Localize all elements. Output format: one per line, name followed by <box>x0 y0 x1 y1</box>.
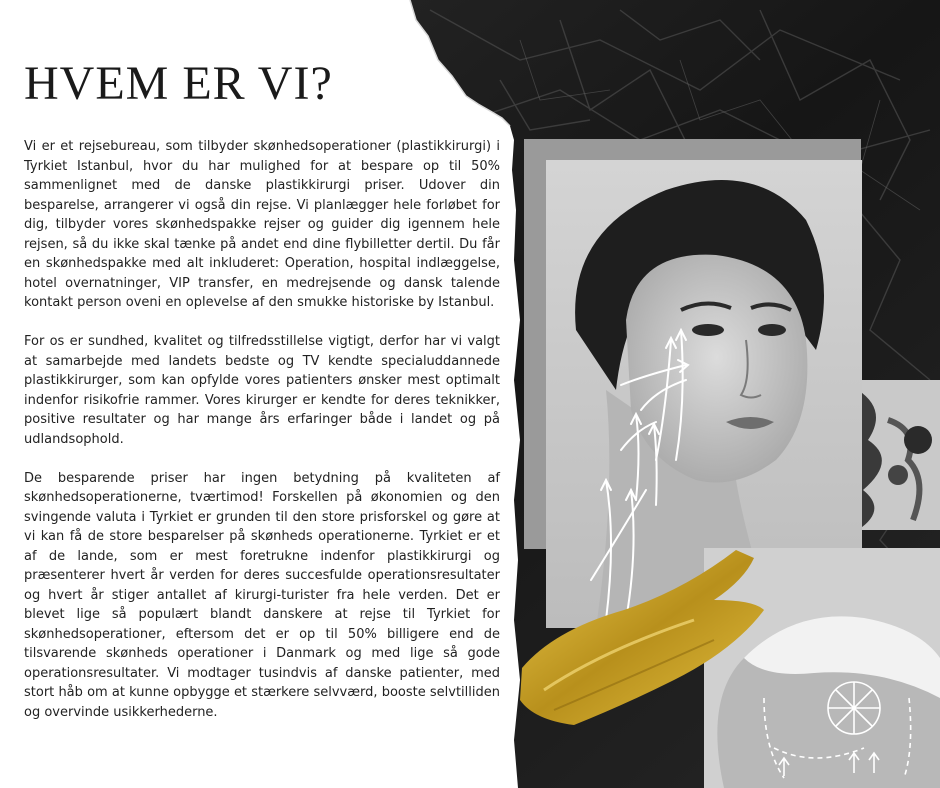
paragraph-prices: De besparende priser har ingen betydning på kvaliteten af skønhedsoperationerne, tværtimod! Forskellen på økonomien og den svingende valuta i Tyrkiet er grunden til den store prisforskel og gøre at vi kan få de store besparelser på skønheds operationerne. Tyrkiet er et af de lande, som er mest foretrukne indenfor plastikkirurgi og præsenterer hvert år verden for deres succesfulde operationsresultater og hvert år stiger antallet af kirurgi-turister fra hele verden. Det er blevet lige så populært blandt danskere at rejse til Tyrkiet for skønhedsoperationer, eftersom det er op til 50% billigere end de tilsvarende skønheds operationer i Danmark og med lige så gode operationsresultater. Vi modtager tusindvis af danske patienter, med stort håb om at kunne opbygge et stærkere selvværd, booste selvtilliden og overvinde usikkerhederne. <box>24 470 500 720</box>
paragraph-intro: Vi er et rejsebureau, som tilbyder skønhedsoperationer (plastikkirurgi) i Tyrkiet Istanbul, hvor du har mulighed for at bespare op til 50% sammenlignet med de danske plastikkirurgi priser. Udover din besparelse, arrangerer vi også din rejse. Vi planlægger hele forløbet for dig, tilbyder vores skønhedspakke rejser og guider dig igennem hele rejsen, så du ikke skal tænke på andet end dine flybilletter dertil. Du får en skønhedspakke med alt inkluderet: Operation, hospital indlæggelse, hotel overnatninger, VIP transfer, en medrejsende og dansk talende kontakt person oveni en oplevelse af den smukke historiske by Istanbul. <box>24 139 500 310</box>
gold-brush-stroke <box>514 540 774 730</box>
decorative-texture <box>858 380 940 530</box>
page-title: HVEM ER VI? <box>24 57 333 110</box>
paragraph-quality: For os er sundhed, kvalitet og tilfredsstillelse vigtigt, derfor har vi valgt at samarbejde med landets bedste og TV kendte specialuddannede plastikkirurger, som kan opfylde vores patienters ønsker mest optimalt indenfor risikofrie rammer. Vores kirurger er kendte for deres teknikker, positive resultater og har mange års erfaringer både i landet og på udlandsophold. <box>24 334 500 447</box>
body-text <box>24 137 500 742</box>
